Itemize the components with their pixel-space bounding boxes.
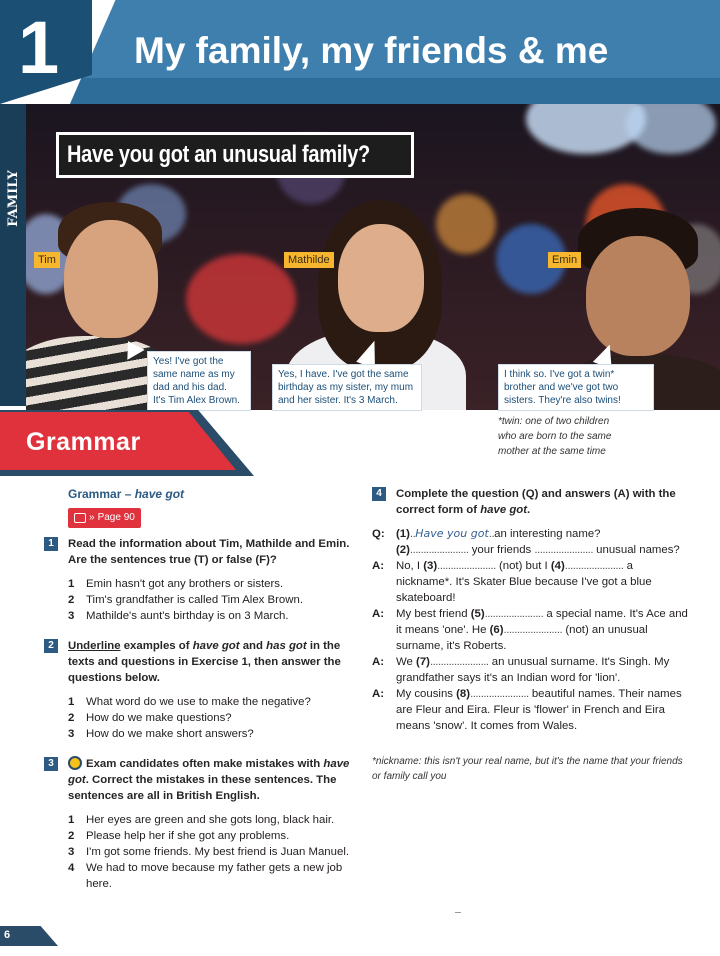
exercise-3: [44, 756, 364, 804]
exercise-4: [372, 486, 690, 518]
exam-tip-icon: [68, 756, 82, 770]
exercise-number: 3: [44, 757, 58, 771]
unit-number: 1: [18, 6, 60, 89]
chevron-right-icon: »: [89, 512, 95, 523]
exercise-1: [44, 536, 364, 568]
nickname-footnote: *nickname: this isn't your real name, but it's the name that your friends or family call you: [372, 756, 683, 782]
exercise-instruction: Exam candidates often make mistakes with have got. Correct the mistakes in these sentences. The sentences are all in British English.: [68, 758, 350, 802]
gap-answer-1[interactable]: Have you got: [415, 527, 489, 540]
unit-title: My family, my friends & me: [134, 30, 609, 71]
answer-row: A: No, I (3)...................... (not) but I (4)...................... a nickname*. It's Skater Blue because I've got a blue skateboard!: [372, 560, 652, 604]
list-item: 3 I'm got some friends. My best friend is Juan Manuel.: [68, 846, 350, 858]
right-column: [372, 486, 690, 784]
exercise-instruction: Underline examples of have got and has got in the texts and questions in Exercise 1, then answer the questions below.: [68, 640, 341, 684]
gap-3[interactable]: ......................: [437, 560, 496, 572]
exercise-number: 1: [44, 537, 58, 551]
gap-4[interactable]: ......................: [564, 560, 624, 572]
answer-row: A: My cousins (8)...................... beautiful names. Their names are Fleur and Eira. Fleur is 'flower' in French and Eira means 'snow'. It comes from Wales.: [372, 688, 682, 732]
exercise-1-items: [68, 576, 364, 624]
page-number: 6: [4, 929, 11, 941]
list-item: 1 Emin hasn't got any brothers or sisters.: [68, 578, 284, 590]
left-column: [44, 486, 364, 906]
name-tag-tim: Tim: [34, 252, 60, 268]
book-icon: [74, 513, 86, 523]
list-item: 1 What word do we use to make the negative?: [68, 696, 311, 708]
gap-2b[interactable]: ......................: [534, 544, 594, 556]
gap-7[interactable]: ......................: [429, 656, 489, 668]
exercise-2: [44, 638, 364, 686]
exercise-number: 2: [44, 639, 58, 653]
list-item: 4 We had to move because my father gets a new job here.: [68, 862, 343, 890]
dialogue: [372, 526, 690, 734]
speech-bubble-mathilde: Yes, I have. I've got the same birthday as my sister, my mum and her sister. It's 3 March.: [272, 364, 422, 411]
exercise-number: 4: [372, 487, 386, 501]
grammar-subheading: Grammar – have got: [68, 487, 185, 501]
list-item: 3 Mathilde's aunt's birthday is on 3 March.: [68, 610, 289, 622]
twin-footnote: *twin: one of two children who are born to the same mother at the same time: [498, 416, 612, 457]
answer-row: A: We (7)...................... an unusual surname. It's Singh. My grandfather says it's an Indian word for 'lion'.: [372, 656, 670, 684]
gap-2[interactable]: ......................: [409, 544, 469, 556]
gap-5[interactable]: ......................: [484, 608, 544, 620]
side-strip: [0, 104, 26, 406]
name-tag-emin: Emin: [548, 252, 581, 268]
photo-banner: Have you got an unusual family?: [56, 132, 414, 178]
list-item: 3 How do we make short answers?: [68, 728, 254, 740]
exercise-instruction: Read the information about Tim, Mathilde and Emin. Are the sentences true (T) or false (F)?: [68, 538, 350, 566]
exercise-3-items: [68, 812, 364, 892]
exercise-instruction: Complete the question (Q) and answers (A) with the correct form of have got.: [396, 488, 676, 516]
speech-bubble-tim: Yes! I've got the same name as my dad and his dad. It's Tim Alex Brown.: [147, 351, 251, 411]
name-tag-mathilde: Mathilde: [284, 252, 334, 268]
question-row: Q: (1)..Have you got..an interesting name? (2)...................... your friends ...................... unusual names?: [372, 527, 680, 556]
gap-6[interactable]: ......................: [503, 624, 563, 636]
gap-8[interactable]: ......................: [470, 688, 529, 700]
list-item: 2 Tim's grandfather is called Tim Alex Brown.: [68, 594, 303, 606]
page-reference-link[interactable]: » Page 90: [68, 508, 141, 528]
speech-bubble-emin: I think so. I've got a twin* brother and we've got two sisters. They're also twins!: [498, 364, 654, 411]
answer-row: A: My best friend (5)...................... a special name. It's Ace and it means 'one'. He (6)...................... (not) an unusual surname, it's Roberts.: [372, 608, 688, 652]
exercise-2-items: [68, 694, 364, 742]
list-item: 1 Her eyes are green and she gots long, black hair.: [68, 814, 335, 826]
list-item: 2 Please help her if she got any problems.: [68, 830, 290, 842]
side-label: FAMILY: [5, 169, 21, 227]
divider: [455, 912, 461, 913]
section-title: Grammar: [26, 428, 141, 456]
list-item: 2 How do we make questions?: [68, 712, 232, 724]
